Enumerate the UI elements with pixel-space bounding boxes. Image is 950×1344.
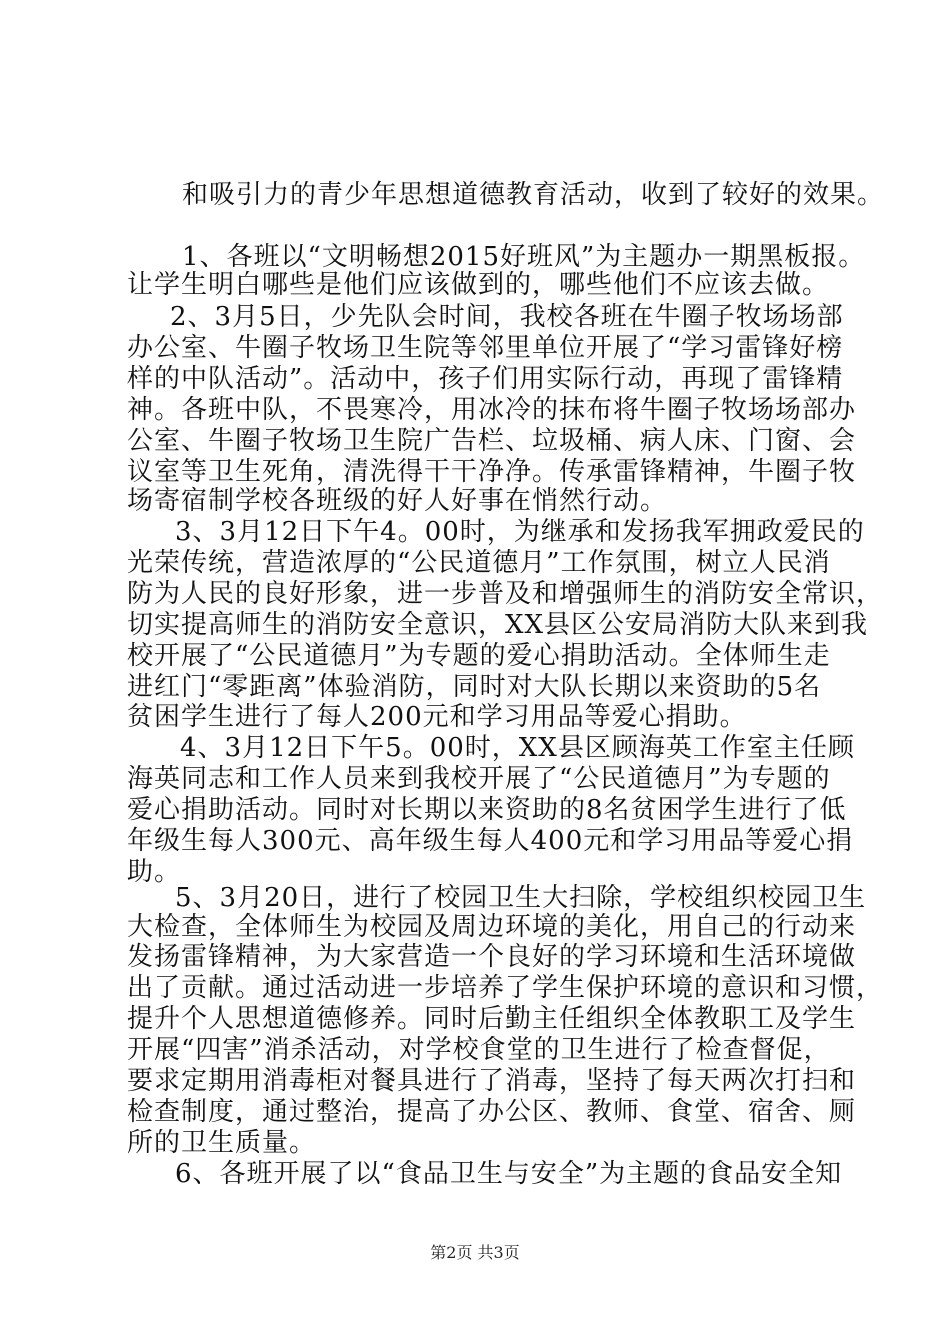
text-line: 1、各班以“文明畅想2015好班风”为主题办一期黑板报。 bbox=[182, 242, 866, 272]
text-line: 检查制度，通过整治，提高了办公区、教师、食堂、宿舍、厕 bbox=[127, 1097, 857, 1127]
text-line: 爱心捐助活动。同时对长期以来资助的8名贫困学生进行了低 bbox=[127, 795, 847, 825]
text-line: 5、3月20日，进行了校园卫生大扫除，学校组织校园卫生 bbox=[175, 883, 867, 913]
text-line: 6、各班开展了以“食品卫生与安全”为主题的食品安全知 bbox=[175, 1159, 843, 1189]
text-line: 切实提高师生的消防安全意识，XX县区公安局消防大队来到我 bbox=[127, 610, 869, 640]
text-line: 4、3月12日下午5。00时，XX县区顾海英工作室主任顾 bbox=[180, 733, 855, 763]
text-line: 要求定期用消毒柜对餐具进行了消毒，坚持了每天两次打扫和 bbox=[127, 1066, 857, 1096]
text-line: 大检查，全体师生为校园及周边环境的美化，用自己的行动来 bbox=[127, 912, 857, 942]
text-line: 让学生明白哪些是他们应该做到的，哪些他们不应该去做。 bbox=[127, 270, 830, 300]
text-line: 2、3月5日，少先队会时间，我校各班在牛圈子牧场场部 bbox=[170, 302, 844, 332]
text-line: 防为人民的良好形象，进一步普及和增强师生的消防安全常识， bbox=[127, 579, 884, 609]
text-line: 公室、牛圈子牧场卫生院广告栏、垃圾桶、病人床、门窗、会 bbox=[127, 426, 857, 456]
text-line: 贫困学生进行了每人200元和学习用品等爱心捐助。 bbox=[127, 702, 747, 732]
text-line: 开展“四害”消杀活动，对学校食堂的卫生进行了检查督促， bbox=[127, 1035, 831, 1065]
page-footer: 第2页 共3页 bbox=[430, 1243, 520, 1262]
text-line: 和吸引力的青少年思想道德教育活动，收到了较好的效果。 bbox=[182, 180, 885, 210]
text-line: 所的卫生质量。 bbox=[127, 1128, 317, 1158]
text-line: 样的中队活动”。活动中，孩子们用实际行动，再现了雷锋精 bbox=[127, 364, 844, 394]
text-line: 议室等卫生死角，清洗得干干净净。传承雷锋精神，牛圈子牧 bbox=[127, 457, 857, 487]
text-line: 3、3月12日下午4。00时，为继承和发扬我军拥政爱民的 bbox=[175, 517, 865, 547]
text-line: 年级生每人300元、高年级生每人400元和学习用品等爱心捐 bbox=[127, 826, 854, 856]
text-line: 助。 bbox=[127, 857, 182, 887]
text-line: 校开展了“公民道德月”为专题的爱心捐助活动。全体师生走 bbox=[127, 641, 831, 671]
text-line: 海英同志和工作人员来到我校开展了“公民道德月”为专题的 bbox=[127, 764, 831, 794]
text-line: 提升个人思想道德修养。同时后勤主任组织全体教职工及学生 bbox=[127, 1004, 857, 1034]
text-line: 出了贡献。通过活动进一步培养了学生保护环境的意识和习惯， bbox=[127, 973, 884, 1003]
text-line: 光荣传统，营造浓厚的“公民道德月”工作氛围，树立人民消 bbox=[127, 548, 831, 578]
text-line: 场寄宿制学校各班级的好人好事在悄然行动。 bbox=[127, 486, 668, 516]
text-line: 神。各班中队，不畏寒冷，用冰冷的抹布将牛圈子牧场场部办 bbox=[127, 395, 857, 425]
text-line: 进红门“零距离”体验消防，同时对大队长期以来资助的5名 bbox=[127, 672, 822, 702]
text-line: 办公室、牛圈子牧场卫生院等邻里单位开展了“学习雷锋好榜 bbox=[127, 333, 844, 363]
text-line: 发扬雷锋精神，为大家营造一个良好的学习环境和生活环境做 bbox=[127, 942, 857, 972]
